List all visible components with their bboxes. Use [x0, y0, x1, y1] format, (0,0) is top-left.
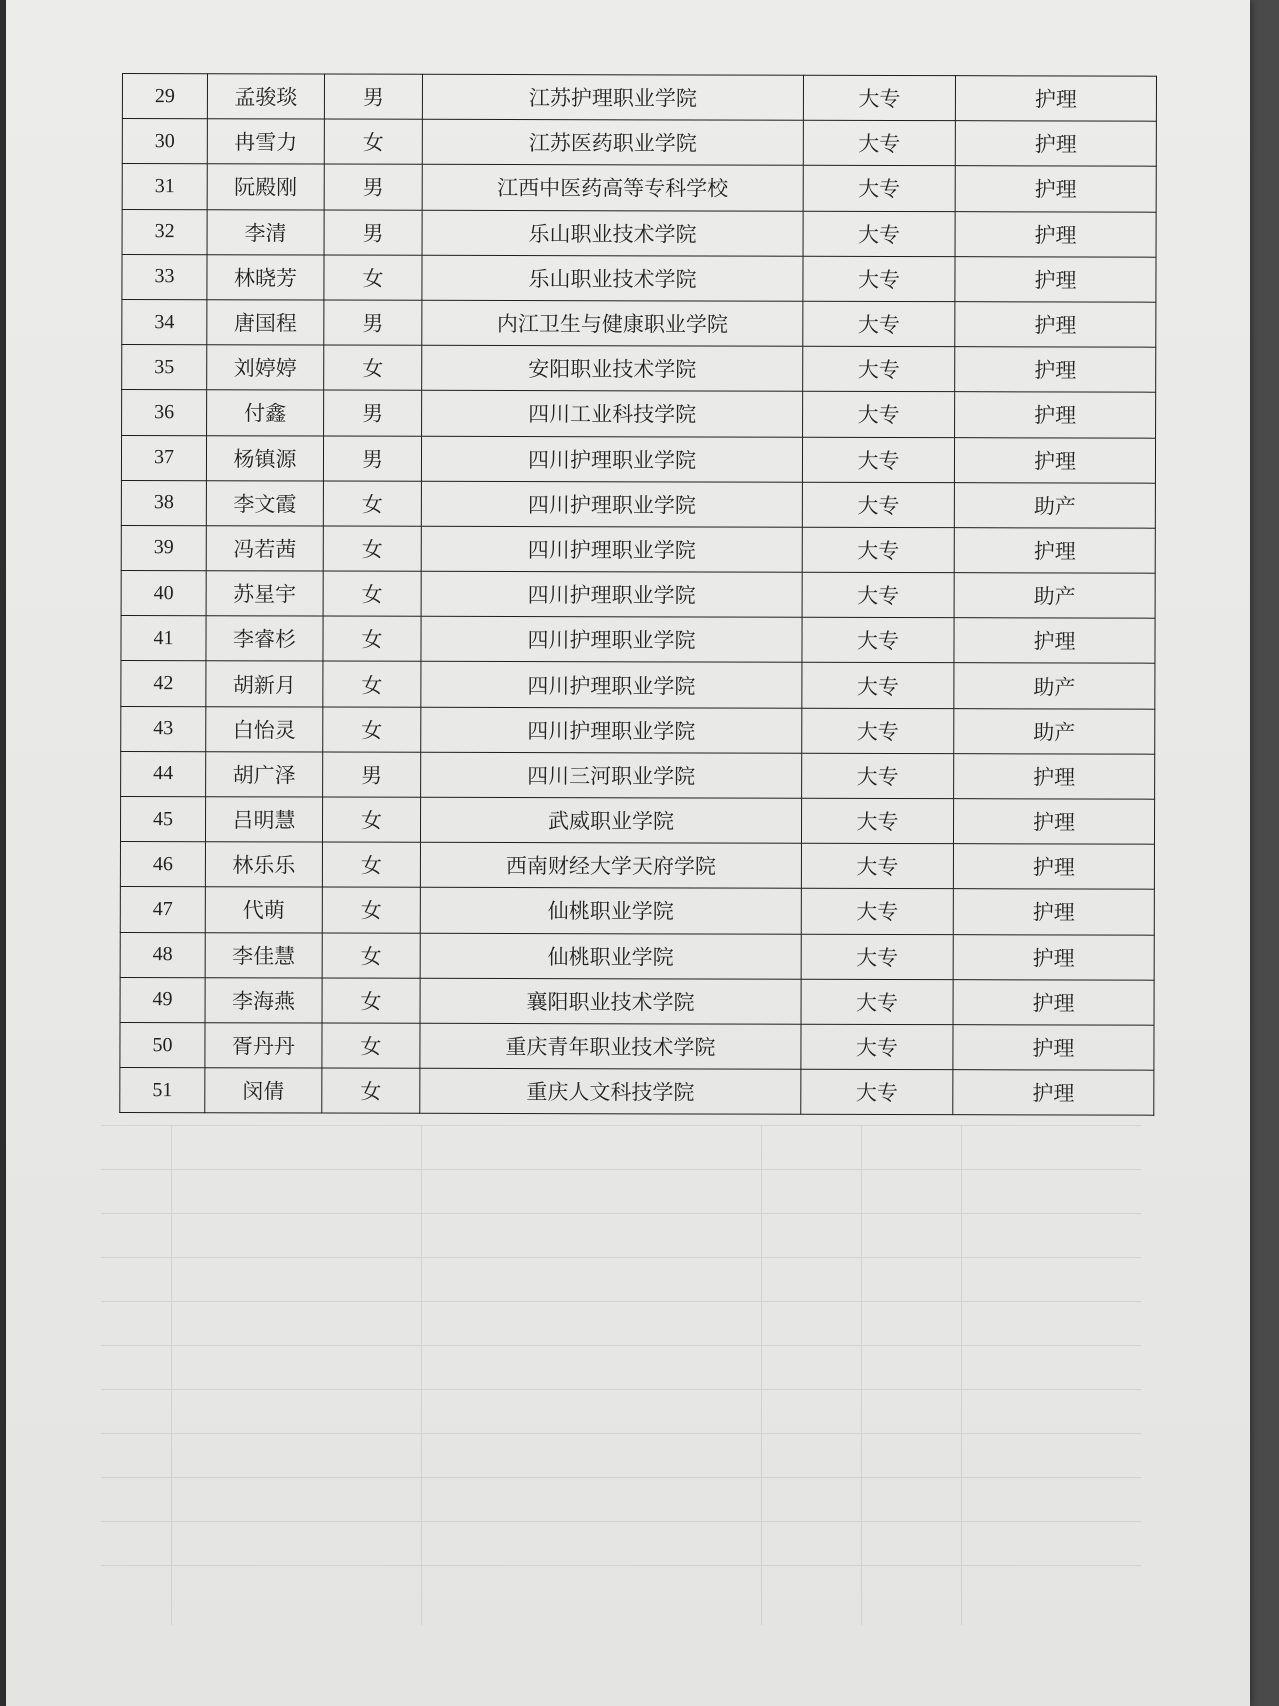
- row-number-cell: 37: [121, 435, 206, 480]
- education-level-cell: 大专: [803, 392, 955, 438]
- row-number-cell: 42: [121, 661, 206, 706]
- paper-sheet: [6, 0, 1250, 1706]
- row-number-cell: 30: [122, 119, 207, 164]
- major-cell: 助产: [954, 708, 1155, 754]
- gender-cell: 女: [323, 571, 421, 616]
- table-row: [120, 1022, 1154, 1070]
- major-cell: 护理: [955, 76, 1156, 122]
- school-name-cell: 武威职业学院: [420, 797, 801, 843]
- major-cell: 护理: [953, 1070, 1154, 1116]
- education-level-cell: 大专: [801, 798, 953, 844]
- table-row: [122, 119, 1156, 167]
- student-name-cell: 李睿杉: [206, 616, 323, 661]
- table-row: [121, 435, 1155, 483]
- row-number-cell: 51: [120, 1068, 205, 1113]
- education-level-cell: 大专: [801, 934, 953, 980]
- table-row: [121, 661, 1155, 709]
- gender-cell: 男: [324, 74, 422, 119]
- table-row: [120, 887, 1154, 935]
- gender-cell: 女: [324, 255, 422, 300]
- student-name-cell: 李海燕: [205, 977, 322, 1022]
- row-number-cell: 29: [122, 74, 207, 119]
- school-name-cell: 乐山职业技术学院: [422, 255, 803, 301]
- table-row: [120, 932, 1154, 980]
- gender-cell: 女: [322, 1023, 420, 1068]
- major-cell: 助产: [954, 663, 1155, 709]
- gender-cell: 女: [322, 842, 420, 887]
- education-level-cell: 大专: [801, 1024, 953, 1070]
- bleed-through-grid: [101, 1125, 1141, 1625]
- gender-cell: 女: [323, 661, 421, 706]
- student-name-cell: 阮殿刚: [207, 164, 324, 209]
- gender-cell: 女: [322, 797, 420, 842]
- student-name-cell: 代萌: [205, 887, 322, 932]
- education-level-cell: 大专: [803, 211, 955, 257]
- education-level-cell: 大专: [803, 301, 955, 347]
- student-name-cell: 苏星宇: [206, 571, 323, 616]
- gender-cell: 男: [324, 210, 422, 255]
- education-level-cell: 大专: [802, 527, 954, 573]
- student-name-cell: 闵倩: [205, 1068, 322, 1113]
- major-cell: 护理: [955, 166, 1156, 212]
- student-name-cell: 孟骏琰: [207, 74, 324, 119]
- gender-cell: 男: [324, 300, 422, 345]
- gender-cell: 男: [323, 752, 421, 797]
- student-name-cell: 杨镇源: [206, 435, 323, 480]
- school-name-cell: 西南财经大学天府学院: [420, 842, 801, 888]
- student-name-cell: 林乐乐: [205, 842, 322, 887]
- table-row: [122, 254, 1156, 302]
- table-row: [122, 299, 1156, 347]
- school-name-cell: 四川工业科技学院: [422, 391, 803, 437]
- school-name-cell: 四川护理职业学院: [421, 526, 802, 572]
- row-number-cell: 47: [120, 887, 205, 932]
- table-row: [122, 345, 1156, 393]
- school-name-cell: 四川护理职业学院: [421, 662, 802, 708]
- table-row: [120, 977, 1154, 1025]
- school-name-cell: 四川护理职业学院: [421, 571, 802, 617]
- student-name-cell: 李文霞: [206, 480, 323, 525]
- school-name-cell: 安阳职业技术学院: [422, 345, 803, 391]
- table-row: [122, 74, 1156, 122]
- education-level-cell: 大专: [802, 663, 954, 709]
- row-number-cell: 45: [120, 796, 205, 841]
- education-level-cell: 大专: [803, 256, 955, 302]
- major-cell: 护理: [954, 618, 1155, 664]
- school-name-cell: 江苏医药职业学院: [422, 119, 803, 165]
- student-name-cell: 林晓芳: [207, 254, 324, 299]
- education-level-cell: 大专: [801, 843, 953, 889]
- school-name-cell: 乐山职业技术学院: [422, 210, 803, 256]
- row-number-cell: 33: [122, 254, 207, 299]
- student-name-cell: 冯若茜: [206, 526, 323, 571]
- major-cell: 护理: [953, 979, 1154, 1025]
- gender-cell: 女: [323, 707, 421, 752]
- row-number-cell: 43: [121, 706, 206, 751]
- major-cell: 助产: [954, 573, 1155, 619]
- table-row: [122, 164, 1156, 212]
- table-row: [122, 209, 1156, 257]
- student-name-cell: 唐国程: [207, 300, 324, 345]
- gender-cell: 女: [324, 345, 422, 390]
- row-number-cell: 50: [120, 1022, 205, 1067]
- major-cell: 助产: [954, 482, 1155, 528]
- school-name-cell: 重庆青年职业技术学院: [420, 1023, 801, 1069]
- row-number-cell: 36: [122, 390, 207, 435]
- major-cell: 护理: [953, 799, 1154, 845]
- row-number-cell: 32: [122, 209, 207, 254]
- major-cell: 护理: [954, 528, 1155, 574]
- major-cell: 护理: [955, 392, 1156, 438]
- major-cell: 护理: [955, 256, 1156, 302]
- gender-cell: 女: [322, 887, 420, 932]
- school-name-cell: 内江卫生与健康职业学院: [422, 300, 803, 346]
- gender-cell: 男: [324, 164, 422, 209]
- gender-cell: 女: [323, 616, 421, 661]
- gender-cell: 女: [322, 933, 420, 978]
- student-name-cell: 白怡灵: [206, 706, 323, 751]
- school-name-cell: 四川护理职业学院: [421, 481, 802, 527]
- table-row: [121, 706, 1155, 754]
- student-name-cell: 胡广泽: [206, 752, 323, 797]
- education-level-cell: 大专: [801, 1069, 953, 1115]
- major-cell: 护理: [954, 437, 1155, 483]
- gender-cell: 女: [324, 119, 422, 164]
- student-name-cell: 李佳慧: [205, 932, 322, 977]
- row-number-cell: 48: [120, 932, 205, 977]
- major-cell: 护理: [953, 889, 1154, 935]
- student-name-cell: 刘婷婷: [207, 345, 324, 390]
- row-number-cell: 34: [122, 299, 207, 344]
- education-level-cell: 大专: [803, 75, 955, 121]
- student-name-cell: 付鑫: [207, 390, 324, 435]
- table-row: [121, 525, 1155, 573]
- gender-cell: 男: [324, 390, 422, 435]
- gender-cell: 女: [323, 526, 421, 571]
- row-number-cell: 49: [120, 977, 205, 1022]
- school-name-cell: 江苏护理职业学院: [422, 74, 803, 120]
- table-row: [122, 390, 1156, 438]
- school-name-cell: 重庆人文科技学院: [420, 1068, 801, 1114]
- major-cell: 护理: [953, 934, 1154, 980]
- school-name-cell: 仙桃职业学院: [420, 933, 801, 979]
- school-name-cell: 四川护理职业学院: [421, 617, 802, 663]
- row-number-cell: 41: [121, 616, 206, 661]
- row-number-cell: 39: [121, 525, 206, 570]
- education-level-cell: 大专: [803, 120, 955, 166]
- school-name-cell: 襄阳职业技术学院: [420, 978, 801, 1024]
- row-number-cell: 40: [121, 571, 206, 616]
- education-level-cell: 大专: [802, 753, 954, 799]
- major-cell: 护理: [955, 121, 1156, 167]
- school-name-cell: 四川护理职业学院: [421, 707, 802, 753]
- table-row: [120, 842, 1154, 890]
- roster-table: [119, 73, 1157, 1116]
- major-cell: 护理: [953, 1025, 1154, 1071]
- table-row: [120, 796, 1154, 844]
- school-name-cell: 四川护理职业学院: [421, 436, 802, 482]
- table-row: [121, 480, 1155, 528]
- gender-cell: 女: [322, 1068, 420, 1113]
- gender-cell: 男: [323, 436, 421, 481]
- major-cell: 护理: [953, 844, 1154, 890]
- education-level-cell: 大专: [801, 979, 953, 1025]
- student-name-cell: 胥丹丹: [205, 1023, 322, 1068]
- table-row: [121, 751, 1155, 799]
- table-row: [120, 1068, 1154, 1116]
- school-name-cell: 四川三河职业学院: [421, 752, 802, 798]
- education-level-cell: 大专: [803, 346, 955, 392]
- gender-cell: 女: [323, 481, 421, 526]
- student-name-cell: 胡新月: [206, 661, 323, 706]
- education-level-cell: 大专: [802, 482, 954, 528]
- roster-table-wrapper: [119, 73, 1156, 1116]
- major-cell: 护理: [954, 753, 1155, 799]
- school-name-cell: 仙桃职业学院: [420, 888, 801, 934]
- gender-cell: 女: [322, 978, 420, 1023]
- row-number-cell: 31: [122, 164, 207, 209]
- education-level-cell: 大专: [802, 618, 954, 664]
- education-level-cell: 大专: [801, 889, 953, 935]
- table-row: [121, 571, 1155, 619]
- student-name-cell: 李清: [207, 209, 324, 254]
- major-cell: 护理: [955, 211, 1156, 257]
- student-name-cell: 吕明慧: [205, 797, 322, 842]
- table-row: [121, 616, 1155, 664]
- row-number-cell: 35: [122, 345, 207, 390]
- education-level-cell: 大专: [802, 437, 954, 483]
- major-cell: 护理: [955, 302, 1156, 348]
- row-number-cell: 44: [121, 751, 206, 796]
- education-level-cell: 大专: [803, 166, 955, 212]
- row-number-cell: 46: [120, 842, 205, 887]
- education-level-cell: 大专: [802, 572, 954, 618]
- school-name-cell: 江西中医药高等专科学校: [422, 165, 803, 211]
- roster-table-body: [120, 74, 1157, 1116]
- student-name-cell: 冉雪力: [207, 119, 324, 164]
- education-level-cell: 大专: [802, 708, 954, 754]
- major-cell: 护理: [955, 347, 1156, 393]
- row-number-cell: 38: [121, 480, 206, 525]
